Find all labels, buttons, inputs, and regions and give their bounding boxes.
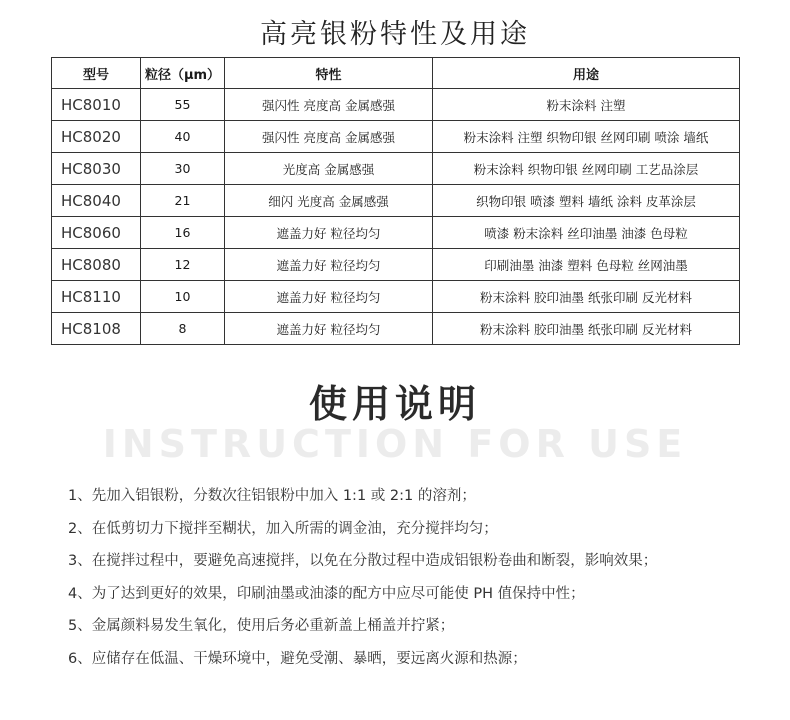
cell-model: HC8040 xyxy=(52,185,141,217)
table-row xyxy=(52,89,740,121)
cell-size: 16 xyxy=(141,217,225,249)
cell-size: 8 xyxy=(141,313,225,345)
instructions-title: 使用说明 xyxy=(308,382,481,426)
header-model: 型号 xyxy=(52,58,141,89)
page-title: 高亮银粉特性及用途 xyxy=(260,19,530,50)
spec-table xyxy=(51,57,740,345)
cell-model: HC8010 xyxy=(52,89,141,121)
cell-usage: 喷漆 粉末涂料 丝印油墨 油漆 色母粒 xyxy=(433,217,740,249)
cell-size: 40 xyxy=(141,121,225,153)
header-usage: 用途 xyxy=(433,58,740,89)
cell-feature: 强闪性 亮度高 金属感强 xyxy=(225,89,433,121)
cell-model: HC8030 xyxy=(52,153,141,185)
cell-feature: 光度高 金属感强 xyxy=(225,153,433,185)
header-feature: 特性 xyxy=(225,58,433,89)
table-row xyxy=(52,185,740,217)
cell-size: 30 xyxy=(141,153,225,185)
cell-model: HC8110 xyxy=(52,281,141,313)
cell-model: HC8020 xyxy=(52,121,141,153)
cell-usage: 印刷油墨 油漆 塑料 色母粒 丝网油墨 xyxy=(433,249,740,281)
table-row xyxy=(52,249,740,281)
cell-feature: 细闪 光度高 金属感强 xyxy=(225,185,433,217)
cell-feature: 遮盖力好 粒径均匀 xyxy=(225,217,433,249)
cell-size: 10 xyxy=(141,281,225,313)
table-row xyxy=(52,281,740,313)
cell-model: HC8060 xyxy=(52,217,141,249)
instruction-step: 6、应储存在低温、干燥环境中，避免受潮、暴晒，要远离火源和热源； xyxy=(68,650,527,667)
instructions-subtitle: INSTRUCTION FOR USE xyxy=(102,422,688,466)
cell-size: 12 xyxy=(141,249,225,281)
table-row xyxy=(52,121,740,153)
cell-feature: 遮盖力好 粒径均匀 xyxy=(225,249,433,281)
cell-size: 55 xyxy=(141,89,225,121)
cell-usage: 粉末涂料 注塑 织物印银 丝网印刷 喷涂 墙纸 xyxy=(433,121,740,153)
instruction-step: 4、为了达到更好的效果，印刷油墨或油漆的配方中应尽可能使 PH 值保持中性； xyxy=(68,585,585,602)
table-row xyxy=(52,217,740,249)
table-header-row xyxy=(52,58,740,89)
table-row xyxy=(52,313,740,345)
instruction-list xyxy=(68,484,768,680)
cell-feature: 遮盖力好 粒径均匀 xyxy=(225,281,433,313)
instruction-step: 1、先加入铝银粉，分数次往铝银粉中加入 1:1 或 2:1 的溶剂； xyxy=(68,488,476,504)
header-size: 粒径（μm） xyxy=(141,58,225,89)
cell-usage: 织物印银 喷漆 塑料 墙纸 涂料 皮革涂层 xyxy=(433,185,740,217)
instruction-step: 5、金属颜料易发生氧化，使用后务必重新盖上桶盖并拧紧； xyxy=(68,618,455,635)
cell-feature: 遮盖力好 粒径均匀 xyxy=(225,313,433,345)
cell-size: 21 xyxy=(141,185,225,217)
cell-usage: 粉末涂料 胶印油墨 纸张印刷 反光材料 xyxy=(433,313,740,345)
cell-feature: 强闪性 亮度高 金属感强 xyxy=(225,121,433,153)
cell-usage: 粉末涂料 注塑 xyxy=(433,89,740,121)
instruction-step: 2、在低剪切力下搅拌至糊状，加入所需的调金油，充分搅拌均匀； xyxy=(68,520,498,537)
instruction-step: 3、在搅拌过程中，要避免高速搅拌，以免在分散过程中造成铝银粉卷曲和断裂，影响效果； xyxy=(68,553,658,570)
cell-model: HC8108 xyxy=(52,313,141,345)
cell-usage: 粉末涂料 胶印油墨 纸张印刷 反光材料 xyxy=(433,281,740,313)
table-row xyxy=(52,153,740,185)
cell-model: HC8080 xyxy=(52,249,141,281)
cell-usage: 粉末涂料 织物印银 丝网印刷 工艺品涂层 xyxy=(433,153,740,185)
